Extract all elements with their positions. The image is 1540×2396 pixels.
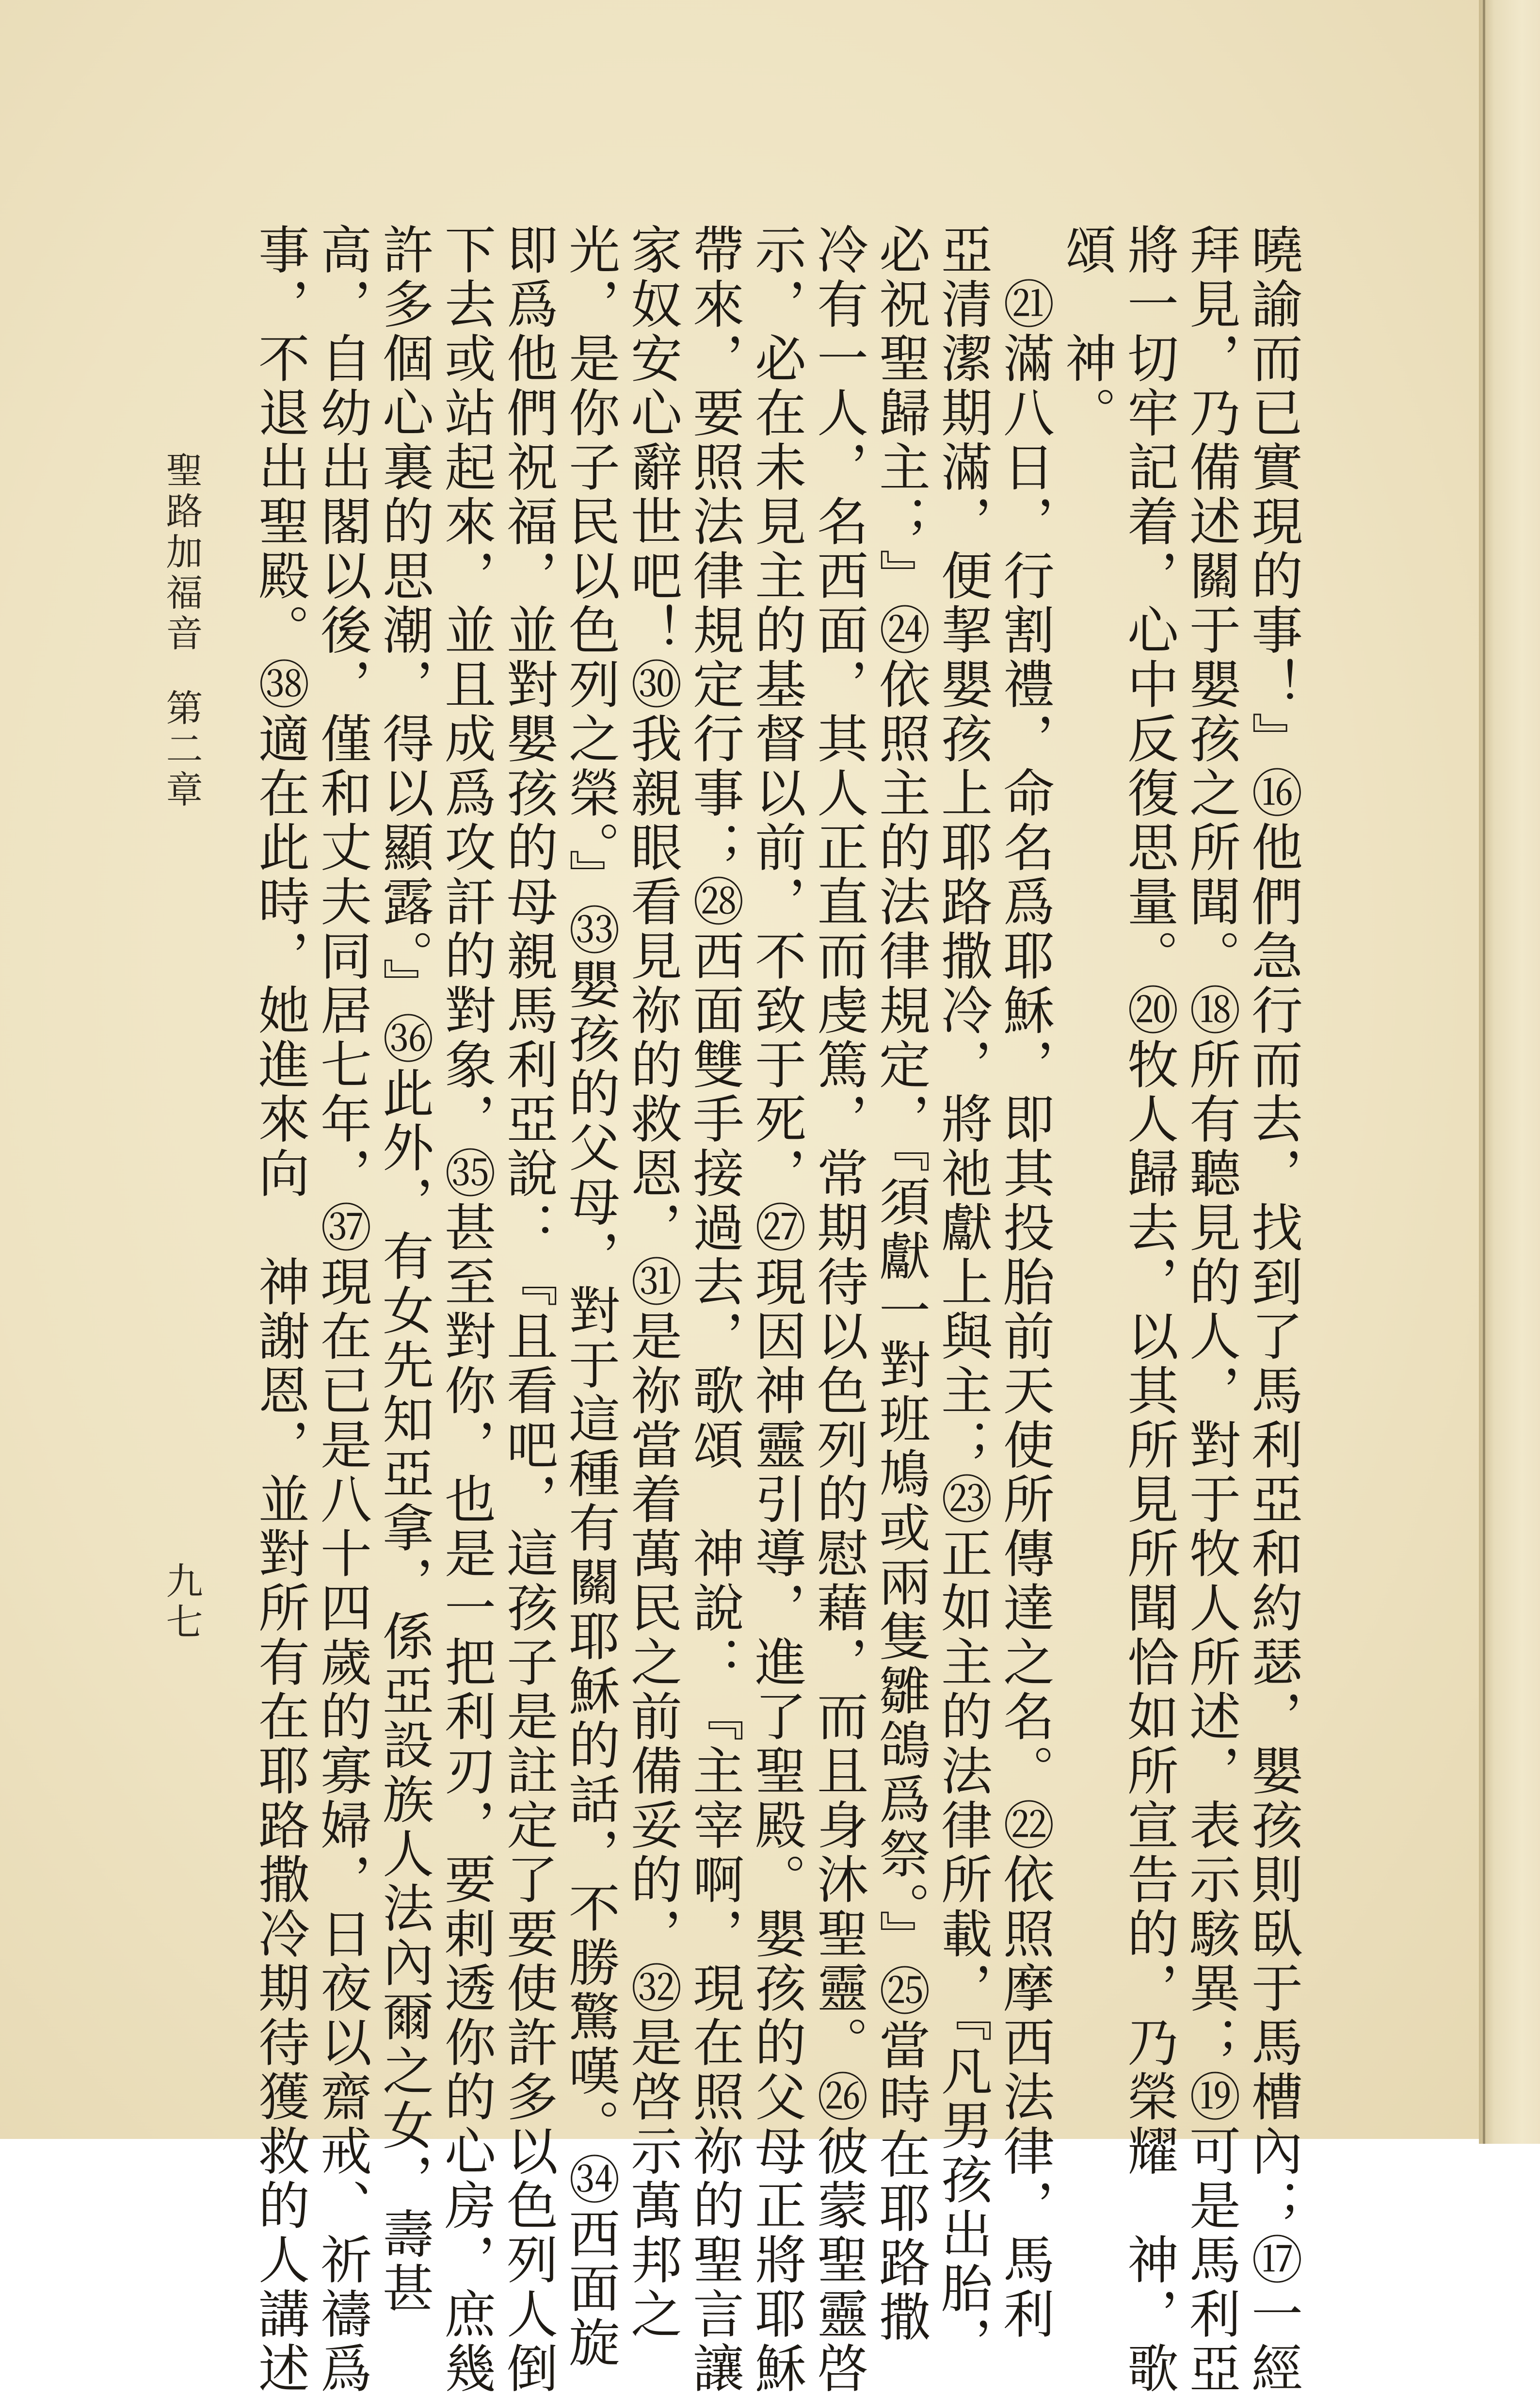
text-column-4: 頌 神。 — [1057, 223, 1117, 440]
text-column-5: ㉑滿八日，行割禮，命名爲耶穌，即其投胎前天使所傳達之名。㉒依照摩西法律，馬利 — [995, 223, 1055, 2342]
running-title: 聖路加福音 — [160, 451, 203, 655]
text-column-2: 拜見，乃備述關于嬰孩之所聞。⑱所有聽見的人，對于牧人所述，表示駭異；⑲可是馬利亞 — [1181, 223, 1241, 2396]
text-column-17: 事，不退出聖殿。㊳適在此時，她進來向 神謝恩，並對所有在耶路撒冷期待獲救的人講述 — [250, 223, 310, 2396]
body-text — [242, 223, 1304, 2396]
page-number: 九七 — [160, 1562, 203, 1643]
text-column-9: 示，必在未見主的基督以前，不致于死，㉗現因神靈引導，進了聖殿。嬰孩的父母正將耶穌 — [747, 223, 806, 2396]
text-column-1: 曉諭而已實現的事！』⑯他們急行而去，找到了馬利亞和約瑟，嬰孩則臥于馬槽內；⑰一經 — [1243, 223, 1303, 2396]
facing-page-edge — [1479, 0, 1540, 2144]
text-column-12: 光，是你子民以色列之榮。』㉝嬰孩的父母，對于這種有關耶穌的話，不勝驚嘆。㉞西面旋 — [561, 223, 620, 2370]
text-column-16: 高，自幼出閣以後，僅和丈夫同居七年，㊲現在已是八十四歲的寡婦，日夜以齋戒、祈禱爲 — [312, 223, 372, 2396]
text-column-14: 下去或站起來，並且成爲攻訐的對象，㉟甚至對你，也是一把利刃，要剌透你的心房，庶幾 — [436, 223, 496, 2396]
text-column-13: 即爲他們祝福，並對嬰孩的母親馬利亞說：『且看吧，這孩子是註定了要使許多以色列人倒 — [498, 223, 558, 2396]
text-column-3: 將一切牢記着，心中反復思量。⑳牧人歸去，以其所見所聞恰如所宣告的，乃榮耀 神，歌 — [1119, 223, 1179, 2396]
text-column-11: 家奴安心辭世吧！㉚我親眼看見祢的救恩，㉛是祢當着萬民之前備妥的，㉜是啓示萬邦之 — [623, 223, 682, 2342]
text-column-6: 亞清潔期滿，便挈嬰孩上耶路撒冷，將祂獻上與主；㉓正如主的法律所載，『凡男孩出胎， — [933, 223, 993, 2370]
text-column-7: 必祝聖歸主；』㉔依照主的法律規定，『須獻一對班鳩或兩隻雛鴿爲祭。』㉕當時在耶路撒 — [871, 223, 930, 2345]
text-column-10: 帶來，要照法律規定行事；㉘西面雙手接過去，歌頌 神說：『主宰啊，現在照祢的聖言讓 — [685, 223, 744, 2396]
chapter-label: 第二章 — [160, 689, 203, 811]
page-spine-shadow — [1483, 0, 1485, 2144]
text-column-15: 許多個心裏的思潮，得以顯露。』㊱此外，有女先知亞拿，係亞設族人法內爾之女，壽甚 — [374, 223, 434, 2316]
text-column-8: 冷有一人，名西面，其人正直而虔篤，常期待以色列的慰藉，而且身沐聖靈。㉖彼蒙聖靈啓 — [809, 223, 868, 2396]
